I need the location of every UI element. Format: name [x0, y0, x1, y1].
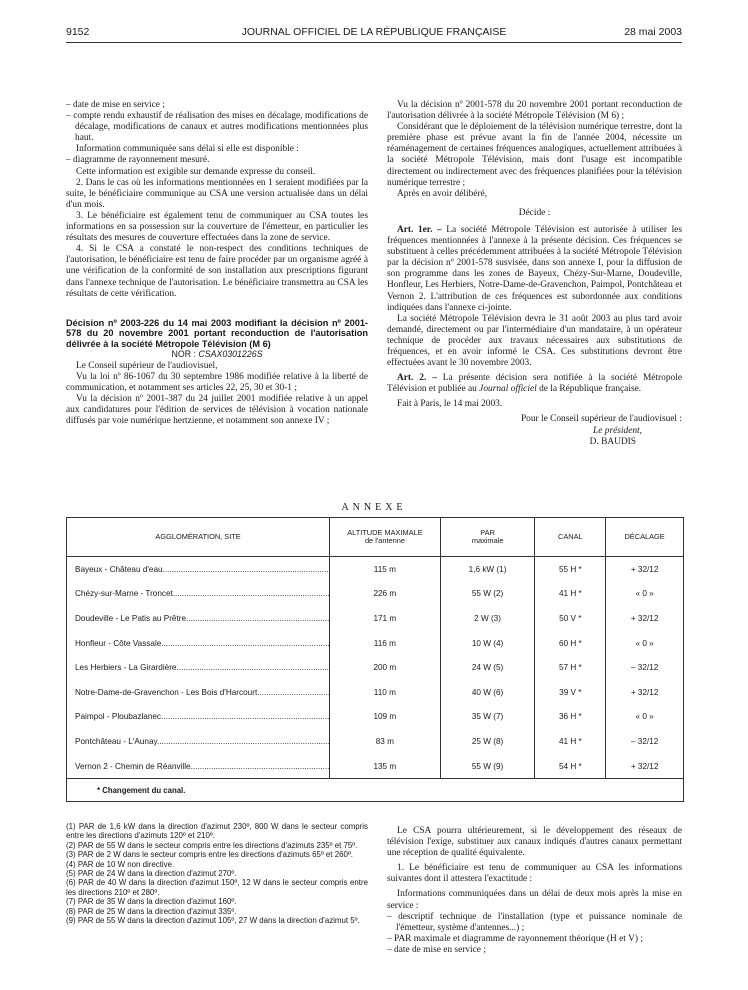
cell-canal: 54 H * [535, 754, 606, 779]
cell-par: 40 W (6) [441, 680, 536, 705]
cell-site [67, 729, 330, 754]
site-name: Les Herbiers - La Girardière ..... [75, 663, 329, 672]
site-name: Pontchâteau - L'Aunay ..... [75, 737, 329, 746]
cell-site [67, 705, 330, 730]
cell-site [67, 606, 330, 631]
table-footnote: * Changement du canal. [67, 778, 683, 801]
cell-par: 1,6 kW (1) [441, 557, 536, 582]
left-column [66, 100, 368, 427]
nor-label: NOR : [171, 349, 196, 360]
cell-site [67, 557, 330, 582]
header-par [441, 518, 536, 556]
footnote: (6) PAR de 40 W dans la direction d'azimut 150º, 12 W dans le secteur compris entre les directions 210º et 280º. [66, 878, 368, 897]
site-name: Honfleur - Côte Vassale ..... [75, 639, 329, 648]
cell-site [67, 631, 330, 656]
cell-site [67, 680, 330, 705]
paragraph: Le CSA pourra ultérieurement, si le développement des réseaux de télévision l'exige, substituer aux canaux indiqués d'autres canaux permettant une réception de qualité équivalente. [387, 826, 682, 859]
site-name: Bayeux - Château d'eau ..... [75, 565, 329, 574]
cell-canal: 57 H * [535, 655, 606, 680]
header-altitude-line1: ALTITUDE MAXIMALE [347, 528, 423, 537]
footnote: (1) PAR de 1,6 kW dans la direction d'azimut 230º, 800 W dans le secteur compris entre les directions d'azimuts 120º et 210º. [66, 822, 368, 841]
table-row [67, 729, 683, 754]
paragraph: Informations communiquées dans un délai de deux mois après la mise en service : [387, 889, 682, 911]
journal-title: JOURNAL OFFICIEL DE LA RÉPUBLIQUE FRANÇAISE [241, 26, 507, 38]
table-row [67, 705, 683, 730]
paragraph: Vu la loi nº 86-1067 du 30 septembre 1986 modifiée relative à la liberté de communication, et notamment ses articles 22, 25, 30 et 30-1 ; [66, 371, 368, 393]
article-2 [387, 373, 682, 395]
cell-par: 10 W (4) [441, 631, 536, 656]
page-number: 9152 [66, 26, 90, 38]
list-item: – PAR maximale et diagramme de rayonnement théorique (H et V) ; [387, 933, 643, 944]
site-name: Notre-Dame-de-Gravenchon - Les Bois d'Harcourt ..... [75, 688, 329, 697]
article-1 [387, 225, 682, 314]
footnote: (3) PAR de 2 W dans le secteur compris entre les directions d'azimuts 65º et 260º. [66, 850, 353, 860]
paragraph: 3. Le bénéficiaire est également tenu de communiquer au CSA toutes les informations en sa possession sur la couverture de l'émetteur, en particulier les résultats des mesures de couverture effectuées dans la zone de service. [66, 210, 368, 244]
list-item: – date de mise en service ; [387, 944, 486, 955]
table-row [67, 655, 683, 680]
footnotes [66, 822, 368, 925]
annexe-title: ANNEXE [341, 502, 407, 513]
date-place: Fait à Paris, le 14 mai 2003. [397, 399, 503, 410]
article-1-label: Art. 1er. – [397, 224, 442, 235]
paragraph: Cette information est exigible sur demande expresse du conseil. [76, 166, 316, 177]
cell-altitude: 171 m [330, 606, 441, 631]
article-2-text-b: de la République française. [536, 384, 642, 395]
paragraph: Vu la décision nº 2001-387 du 24 juillet 2001 modifiée relative à un appel aux candidatures pour l'édition de services de télévision à vocation nationale diffusés par voie numérique hertzienne, et notamment son annexe IV ; [66, 393, 368, 427]
table-row [67, 582, 683, 607]
header-site: AGGLOMÉRATION, SITE [67, 518, 330, 556]
decision-title: Décision nº 2003-226 du 14 mai 2003 modifiant la décision nº 2001-578 du 20 novembre 2001 portant reconduction de l'autorisation délivrée à la société Métropole Télévision (M 6) [66, 317, 368, 349]
cell-canal: 39 V * [535, 680, 606, 705]
cell-decalage: + 32/12 [630, 761, 659, 771]
header-decalage: DÉCALAGE [624, 532, 665, 541]
paragraph: Vu la décision nº 2001-578 du 20 novembre 2001 portant reconduction de l'autorisation délivrée à la société Métropole Télévision (M 6) ; [387, 100, 682, 122]
table-row [67, 557, 683, 582]
cell-decalage: + 32/12 [630, 564, 659, 574]
list-item: – compte rendu exhaustif de réalisation des mises en décalage, modifications de décalage, modifications de canaux et autres modifications mentionnées plus haut. [66, 111, 368, 144]
footnote: (9) PAR de 55 W dans la direction d'azimut 105º, 27 W dans la direction d'azimut 5º. [66, 916, 360, 926]
footnote: (8) PAR de 25 W dans la direction d'azimut 335º. [66, 906, 237, 916]
cell-altitude: 200 m [330, 655, 441, 680]
nor-reference [66, 349, 368, 360]
article-2-journal: Journal officiel [479, 384, 537, 395]
site-name: Paimpol - Ploubazlanec ..... [75, 712, 329, 721]
cell-par: 24 W (5) [441, 655, 536, 680]
cell-site [67, 582, 330, 607]
cell-canal: 41 H * [535, 582, 606, 607]
frequency-table [66, 517, 684, 802]
cell-decalage: « 0 » [635, 712, 654, 722]
cell-canal: 36 H * [535, 705, 606, 730]
paragraph: Après en avoir délibéré, [397, 188, 488, 199]
article-2-label: Art. 2. – [397, 373, 437, 384]
site-name: Doudeville - Le Patis au Prêtre ..... [75, 614, 329, 623]
cell-par: 55 W (9) [441, 754, 536, 779]
header-rule [66, 42, 682, 43]
cell-decalage: « 0 » [635, 589, 654, 599]
header-altitude [330, 518, 441, 556]
cell-canal: 41 H * [535, 729, 606, 754]
signature-line-1: Pour le Conseil supérieur de l'audiovisuel : [520, 414, 682, 425]
table-header [67, 518, 683, 557]
list-item: – date de mise en service ; [66, 100, 165, 110]
header-altitude-line2: de l'antenne [364, 536, 405, 545]
footnote: (4) PAR de 10 W non directive. [66, 859, 175, 869]
table-row [67, 680, 683, 705]
publication-date: 28 mai 2003 [624, 26, 682, 38]
cell-par: 55 W (2) [441, 582, 536, 607]
paragraph: La société Métropole Télévision devra le 31 août 2003 au plus tard avoir demandé, directement ou par l'intermédiaire d'un mandataire, à un opérateur technique de procéder aux travaux nécessaires aux substitutions de fréquences, et en avoir informé le CSA. Ces substitutions devront être effectuées avant le 30 novembre 2003. [387, 313, 682, 369]
site-name: Chézy-sur-Marne - Troncet ..... [75, 589, 329, 598]
footnote: (7) PAR de 35 W dans la direction d'azimut 160º. [66, 897, 237, 907]
cell-site [67, 754, 330, 779]
cell-altitude: 109 m [330, 705, 441, 730]
cell-decalage: – 32/12 [630, 736, 659, 746]
signature-name: D. BAUDIS [589, 436, 636, 447]
cell-altitude: 83 m [330, 729, 441, 754]
header-canal: CANAL [535, 518, 606, 556]
paragraph: 4. Si le CSA a constaté le non-respect des conditions techniques de l'autorisation, le bénéficiaire est tenu de faire procéder par un organisme agréé à une vérification de la conformité de son installation aux prescriptions figurant dans l'annexe technique de l'autorisation. Le bénéficiaire transmettra au CSA les résultats de cette vérification. [66, 244, 368, 299]
footnote: (5) PAR de 24 W dans la direction d'azimut 270º. [66, 869, 237, 879]
cell-decalage: – 32/12 [630, 663, 659, 673]
article-1-text: La société Métropole Télévision est autorisée à utiliser les fréquences mentionnées à l'annexe à la présente décision. Ces fréquences se substituent à celles précédemment attribuées à la société Métropole Télévision par la décision nº 2001-578 susvisée, dans son annexe I, pour la diffusion de son programme dans les zones de Bayeux, Chézy-Sur-Marne, Doudeville, Honfleur, Les Herbiers, Notre-Dame-de-Gravenchon, Paimpol, Pontchâteau et Vernon 2. L'attribution de ces fréquences est subordonnée aux conditions indiquées dans l'annexe ci-jointe. [387, 224, 682, 313]
cell-site [67, 655, 330, 680]
decide-heading: Décide : [518, 207, 551, 218]
site-name: Vernon 2 - Chemin de Réanville ..... [75, 762, 329, 771]
table-row [67, 606, 683, 631]
paragraph: Information communiquée sans délai si elle est disponible : [76, 144, 299, 155]
cell-canal: 60 H * [535, 631, 606, 656]
table-row [67, 631, 683, 656]
list-item: – descriptif technique de l'installation (type et puissance nominale de l'émetteur, système d'antennes...) ; [387, 911, 682, 933]
article-2-text-a: La présente décision sera notifiée à la société Métropole Télévision et publiée au [387, 373, 682, 395]
cell-par: 25 W (8) [441, 729, 536, 754]
cell-par: 2 W (3) [441, 606, 536, 631]
paragraph: 2. Dans le cas où les informations mentionnées en 1 seraient modifiées par la suite, le bénéficiaire communique au CSA une version actualisée dans un délai d'un mois. [66, 177, 368, 210]
signature-line-2: Le président, [593, 425, 642, 436]
cell-decalage: + 32/12 [630, 613, 659, 623]
cell-par: 35 W (7) [441, 705, 536, 730]
paragraph: Le Conseil supérieur de l'audiovisuel, [76, 360, 218, 371]
page-header [66, 26, 682, 40]
cell-canal: 55 H * [535, 557, 606, 582]
cell-altitude: 110 m [330, 680, 441, 705]
cell-decalage: + 32/12 [630, 687, 659, 697]
nor-code: CSAX0301226S [198, 349, 263, 360]
table-row [67, 754, 683, 779]
paragraph: 1. Le bénéficiaire est tenu de communiquer au CSA les informations suivantes dont il attestera l'exactitude : [387, 863, 682, 885]
list-item: – diagramme de rayonnement mesuré. [66, 155, 210, 166]
right-bottom-column [387, 826, 682, 956]
cell-canal: 50 V * [535, 606, 606, 631]
footnote: (2) PAR de 55 W dans le secteur compris entre les directions d'azimuts 235º et 75º. [66, 840, 358, 850]
cell-decalage: « 0 » [635, 638, 654, 648]
header-par-line1: PAR [480, 528, 495, 537]
cell-altitude: 135 m [330, 754, 441, 779]
cell-altitude: 226 m [330, 582, 441, 607]
header-par-line2: maximale [471, 536, 504, 545]
cell-altitude: 116 m [330, 631, 441, 656]
cell-altitude: 115 m [330, 557, 441, 582]
paragraph: Considérant que le déploiement de la télévision numérique terrestre, dont la première phase est prévue avant la fin de l'année 2004, nécessite un réaménagement de certaines fréquences analogiques, actuellement attribuées à la société Métropole Télévision, mais dont l'usage est incompatible directement ou indirectement avec des fréquences planifiées pour la télévision numérique terrestre ; [387, 122, 682, 188]
right-column [387, 100, 682, 448]
